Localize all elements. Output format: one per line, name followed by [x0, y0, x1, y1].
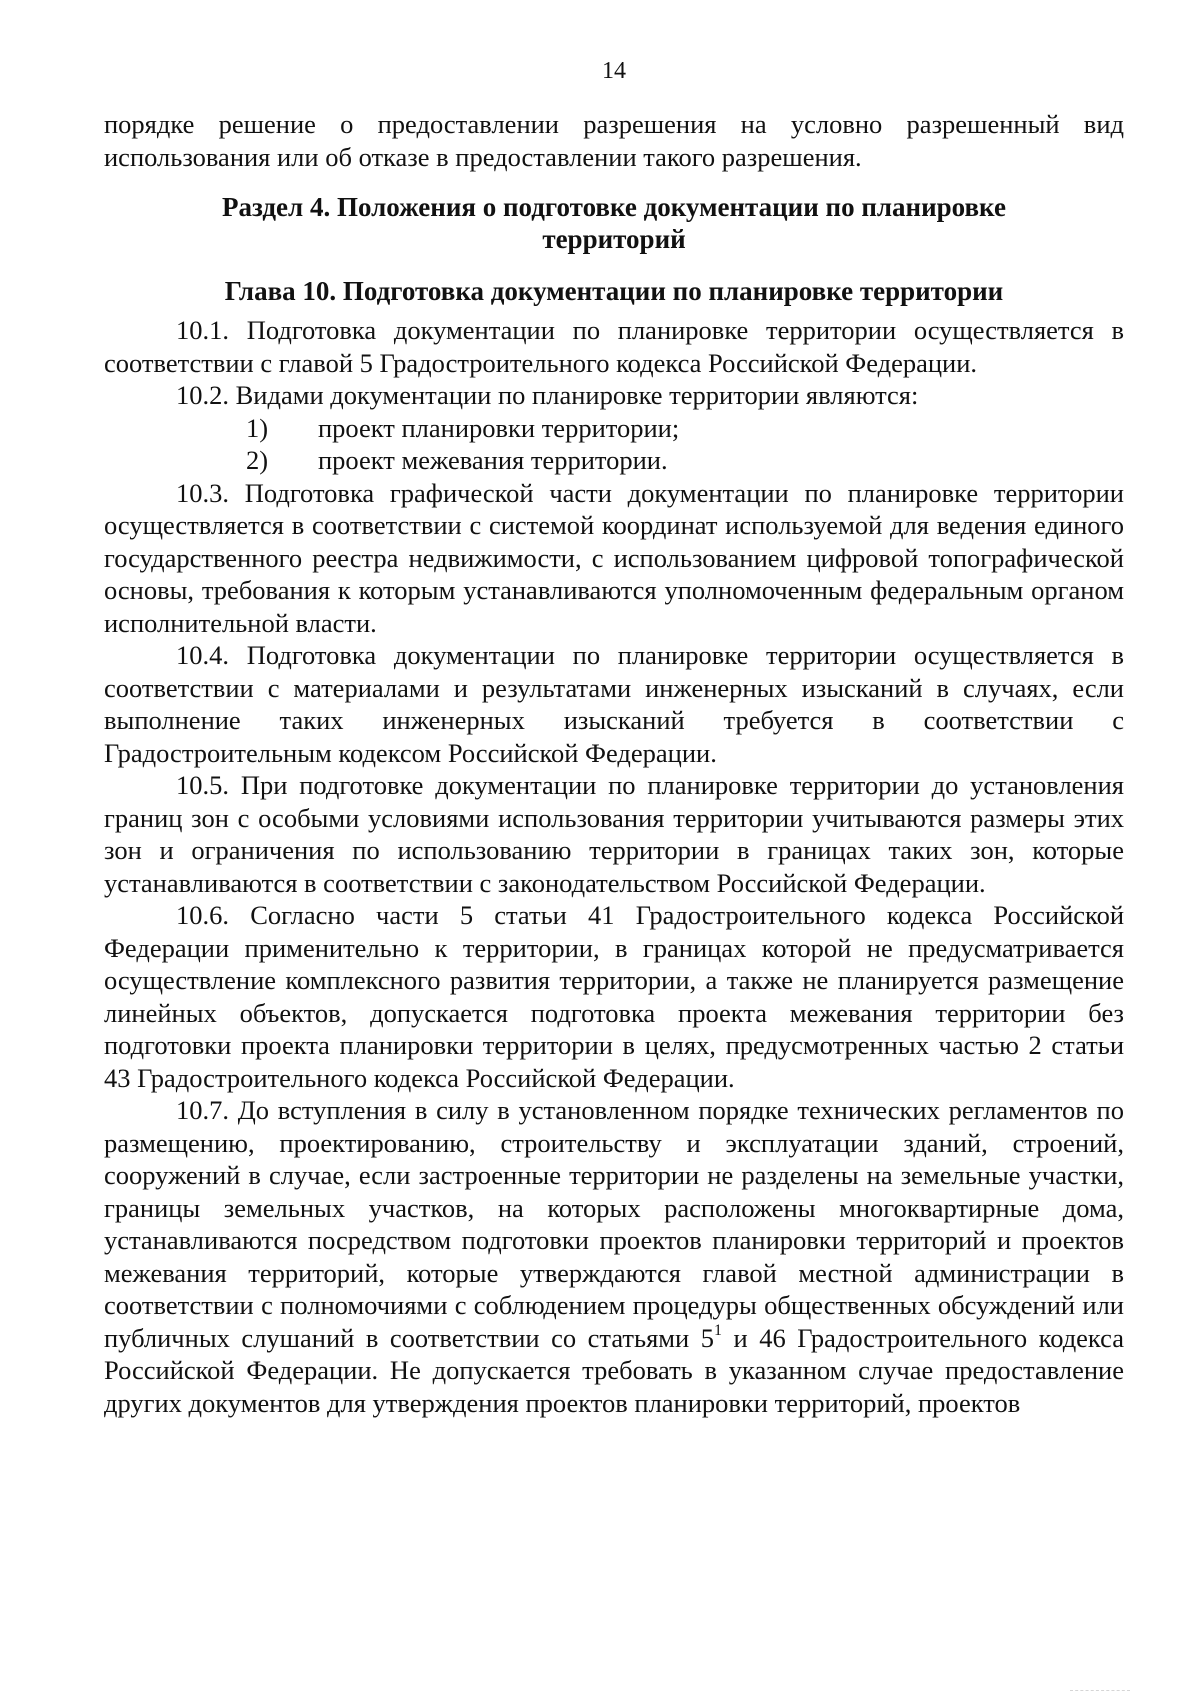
intro-paragraph: порядке решение о предоставлении разрешения на условно разрешенный вид использования или об отказе в предоставлении такого разрешения. [104, 109, 1124, 172]
list-item-text: проект межевания территории. [318, 445, 668, 475]
list-item [104, 444, 1124, 477]
paragraph-10-2: 10.2. Видами документации по планировке территории являются: [176, 380, 919, 410]
scan-edge-mark [1070, 1680, 1130, 1691]
paragraph-10-7-text-start: 10.7. До вступления в силу в установленном порядке технических регламентов по размещению, проектированию, строительству и эксплуатации зданий, строений, сооружений в случае, если застроенные территории не разделены на земельные участки, границы земельных участков, на которых расположены многоквартирные дома, устанавливаются посредством подготовки проектов планировки территорий и проектов межевания территорий, которые утверждаются главой местной администрации в соответствии с полномочиями с соблюдением процедуры общественных обсуждений или публичных слушаний в соответствии со статьями 5 [104, 1095, 1124, 1353]
paragraph-10-7 [104, 1094, 1124, 1419]
paragraph-10-1: 10.1. Подготовка документации по планировке территории осуществляется в соответствии с главой 5 Градостроительного кодекса Российской Федерации. [104, 315, 1124, 378]
paragraph-10-3: 10.3. Подготовка графической части документации по планировке территории осуществляется в соответствии с системой координат используемой для ведения единого государственного реестра недвижимости, с использованием цифровой топографической основы, требования к которым устанавливаются уполномоченным федеральным органом исполнительной власти. [104, 477, 1124, 638]
section-heading [104, 191, 1124, 255]
intro-paragraph-block [104, 108, 1124, 173]
paragraph-10-4: 10.4. Подготовка документации по планировке территории осуществляется в соответствии с материалами и результатами инженерных изысканий в случаях, если выполнение таких инженерных изысканий требуется в соответствии с Градостроительным кодексом Российской Федерации. [104, 640, 1124, 768]
section-title-line1: Раздел 4. Положения о подготовке документации по планировке [222, 192, 1006, 222]
list-item [104, 412, 1124, 445]
paragraph-10-6: 10.6. Согласно части 5 статьи 41 Градостроительного кодекса Российской Федерации применительно к территории, в границах которой не предусматривается осуществление комплексного развития территории, а также не планируется размещение линейных объектов, допускается подготовка проекта межевания территории без подготовки проекта планировки территории в целях, предусмотренных частью 2 статьи 43 Градостроительного кодекса Российской Федерации. [104, 900, 1124, 1093]
section-title-line2: территорий [542, 224, 686, 254]
chapter-title: Глава 10. Подготовка документации по планировке территории [224, 276, 1004, 306]
article-superscript: 1 [713, 1321, 722, 1339]
paragraph-10-5: 10.5. При подготовке документации по планировке территории до установления границ зон с особыми условиями использования территории учитываются размеры этих зон и ограничения по использованию территории в границах таких зон, которые устанавливаются в соответствии с законодательством Российской Федерации. [104, 770, 1124, 898]
list-item-number: 1) [246, 412, 269, 443]
list-item-text: проект планировки территории; [318, 412, 680, 443]
page-number: 14 [602, 58, 626, 84]
body-text [104, 314, 1124, 1419]
chapter-heading [104, 275, 1124, 307]
paragraph-10-7-text-end: и 46 Градостроительного кодекса Российской Федерации. Не допускается требовать в указанном случае предоставление других документов для утверждения проектов планировки территорий, проектов [104, 1322, 1124, 1418]
list-item-number: 2) [246, 445, 269, 475]
